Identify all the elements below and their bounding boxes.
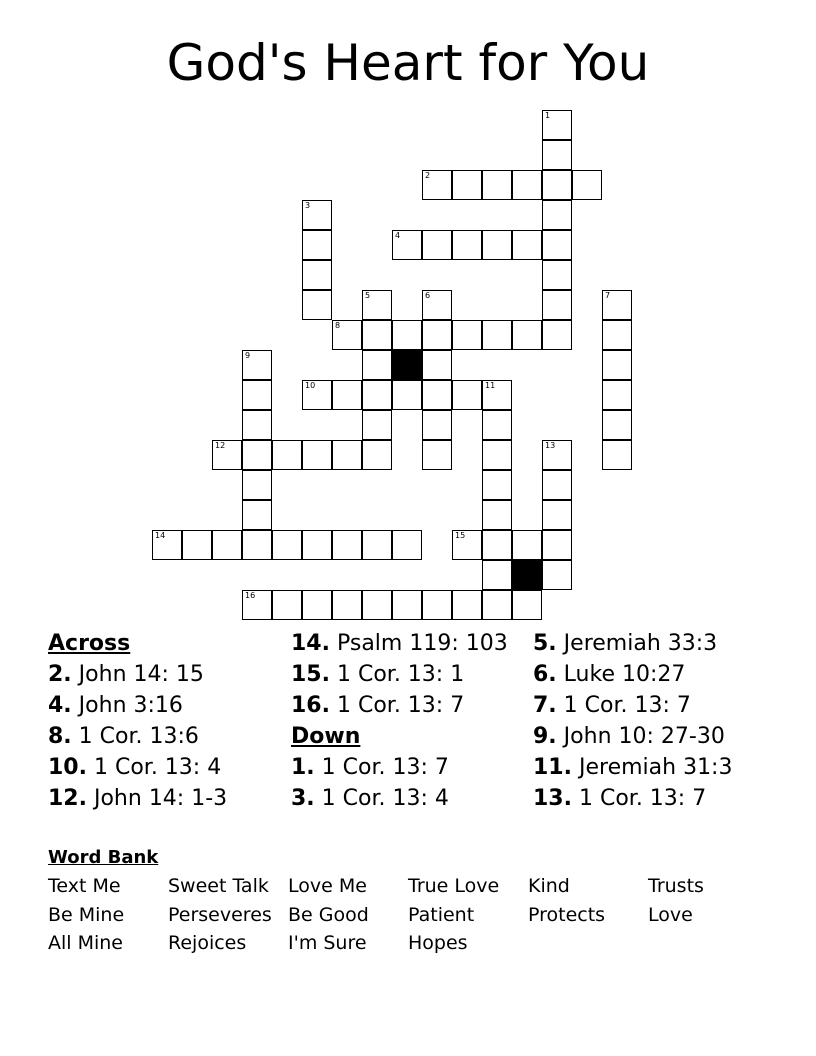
crossword-cell[interactable] <box>482 410 512 440</box>
crossword-cell[interactable] <box>602 350 632 380</box>
crossword-cell[interactable] <box>482 320 512 350</box>
crossword-cell[interactable] <box>602 290 632 320</box>
crossword-cell[interactable] <box>422 230 452 260</box>
crossword-cell[interactable] <box>392 530 422 560</box>
crossword-cell[interactable] <box>302 230 332 260</box>
word-bank-item: Hopes <box>408 932 468 954</box>
clue-across-16: 16. 1 Cor. 13: 7 <box>291 693 465 718</box>
crossword-cell[interactable] <box>392 380 422 410</box>
down-heading: Down <box>291 724 361 749</box>
crossword-cell[interactable] <box>542 230 572 260</box>
clue-down-13: 13. 1 Cor. 13: 7 <box>533 786 707 811</box>
crossword-cell[interactable] <box>542 200 572 230</box>
cell-number: 9 <box>245 351 251 360</box>
crossword-cell[interactable] <box>242 530 272 560</box>
crossword-cell[interactable] <box>272 440 302 470</box>
cell-number: 15 <box>455 531 466 540</box>
clue-down-1: 1. 1 Cor. 13: 7 <box>291 755 449 780</box>
crossword-cell[interactable] <box>482 230 512 260</box>
block-cell <box>392 350 422 380</box>
word-bank-item: All Mine <box>48 932 123 954</box>
word-bank-item: Rejoices <box>168 932 247 954</box>
crossword-cell[interactable] <box>452 320 482 350</box>
cell-number: 5 <box>365 291 371 300</box>
crossword-cell[interactable] <box>332 440 362 470</box>
crossword-cell[interactable] <box>452 170 482 200</box>
clue-across-8: 8. 1 Cor. 13:6 <box>48 724 199 749</box>
word-bank-item: I'm Sure <box>288 932 367 954</box>
crossword-cell[interactable] <box>482 440 512 470</box>
crossword-cell[interactable] <box>392 230 422 260</box>
clue-across-14: 14. Psalm 119: 103 <box>291 631 508 656</box>
across-column <box>48 628 227 814</box>
crossword-cell[interactable] <box>212 440 242 470</box>
word-bank-item: Perseveres <box>168 903 272 926</box>
across-heading: Across <box>48 631 131 656</box>
crossword-cell[interactable] <box>242 500 272 530</box>
crossword-cell[interactable] <box>392 590 422 620</box>
crossword-cell[interactable] <box>512 170 542 200</box>
clue-down-11: 11. Jeremiah 31:3 <box>533 755 733 780</box>
cell-number: 7 <box>605 291 611 300</box>
crossword-cell[interactable] <box>482 590 512 620</box>
crossword-cell[interactable] <box>542 470 572 500</box>
cell-number: 14 <box>155 531 166 540</box>
crossword-cell[interactable] <box>332 590 362 620</box>
crossword-cell[interactable] <box>542 560 572 590</box>
crossword-cell[interactable] <box>512 230 542 260</box>
clue-down-3: 3. 1 Cor. 13: 4 <box>291 786 449 811</box>
crossword-cell[interactable] <box>362 380 392 410</box>
crossword-cell[interactable] <box>542 530 572 560</box>
word-bank-item: Be Good <box>288 903 369 926</box>
crossword-cell[interactable] <box>542 170 572 200</box>
crossword-cell[interactable] <box>482 560 512 590</box>
crossword-cell[interactable] <box>242 380 272 410</box>
clue-across-15: 15. 1 Cor. 13: 1 <box>291 662 465 687</box>
crossword-cell[interactable] <box>242 440 272 470</box>
cell-number: 3 <box>305 201 311 210</box>
word-bank-item: Love Me <box>288 875 367 897</box>
crossword-cell[interactable] <box>212 530 242 560</box>
crossword-cell[interactable] <box>392 320 422 350</box>
crossword-cell[interactable] <box>302 380 332 410</box>
cell-number: 6 <box>425 291 431 300</box>
word-bank-item: Kind <box>528 875 570 897</box>
crossword-cell[interactable] <box>542 440 572 470</box>
word-bank-item: Be Mine <box>48 903 125 926</box>
crossword-cell[interactable] <box>302 260 332 290</box>
crossword-cell[interactable] <box>542 110 572 140</box>
crossword-cell[interactable] <box>362 590 392 620</box>
puzzle-title: God's Heart for You <box>166 34 650 92</box>
crossword-cell[interactable] <box>572 170 602 200</box>
block-cell <box>512 560 542 590</box>
cell-number: 13 <box>545 441 556 450</box>
crossword-cell[interactable] <box>452 530 482 560</box>
crossword-cell[interactable] <box>422 440 452 470</box>
crossword-cell[interactable] <box>242 350 272 380</box>
crossword-cell[interactable] <box>542 320 572 350</box>
clue-across-10: 10. 1 Cor. 13: 4 <box>48 755 222 780</box>
down-column <box>533 628 732 814</box>
crossword-cell[interactable] <box>422 170 452 200</box>
crossword-cell[interactable] <box>452 230 482 260</box>
cell-number: 12 <box>215 441 226 450</box>
cell-number: 11 <box>485 381 496 390</box>
crossword-cell[interactable] <box>332 530 362 560</box>
crossword-cell[interactable] <box>362 410 392 440</box>
crossword-cell[interactable] <box>242 410 272 440</box>
crossword-cell[interactable] <box>272 530 302 560</box>
cell-number: 2 <box>425 171 431 180</box>
crossword-cell[interactable] <box>242 590 272 620</box>
crossword-cell[interactable] <box>302 440 332 470</box>
crossword-cell[interactable] <box>272 590 302 620</box>
word-bank-item: Sweet Talk <box>168 875 269 897</box>
clue-down-9: 9. John 10: 27-30 <box>533 724 725 749</box>
crossword-cell[interactable] <box>602 440 632 470</box>
crossword-cell[interactable] <box>362 440 392 470</box>
cell-number: 8 <box>335 321 341 330</box>
crossword-cell[interactable] <box>512 590 542 620</box>
clue-down-6: 6. Luke 10:27 <box>533 662 686 687</box>
middle-clue-column <box>291 628 508 814</box>
crossword-cell[interactable] <box>332 380 362 410</box>
crossword-cell[interactable] <box>422 350 452 380</box>
crossword-cell[interactable] <box>422 590 452 620</box>
crossword-cell[interactable] <box>482 500 512 530</box>
crossword-cell[interactable] <box>302 530 332 560</box>
crossword-cell[interactable] <box>602 380 632 410</box>
crossword-cell[interactable] <box>512 530 542 560</box>
cell-number: 10 <box>305 381 316 390</box>
word-bank-title: Word Bank <box>48 847 159 868</box>
crossword-cell[interactable] <box>482 170 512 200</box>
clue-across-4: 4. John 3:16 <box>48 693 183 718</box>
crossword-cell[interactable] <box>362 350 392 380</box>
crossword-cell[interactable] <box>542 260 572 290</box>
word-bank-item: Patient <box>408 903 475 926</box>
crossword-cell[interactable] <box>542 290 572 320</box>
crossword-cell[interactable] <box>422 410 452 440</box>
word-bank-item: Text Me <box>48 875 121 897</box>
word-bank <box>48 872 768 958</box>
crossword-cell[interactable] <box>452 380 482 410</box>
word-bank-item: Love <box>648 903 693 926</box>
crossword-cell[interactable] <box>452 590 482 620</box>
clue-down-7: 7. 1 Cor. 13: 7 <box>533 693 691 718</box>
crossword-cell[interactable] <box>152 530 182 560</box>
crossword-cell[interactable] <box>332 320 362 350</box>
crossword-cell[interactable] <box>302 290 332 320</box>
crossword-cell[interactable] <box>482 530 512 560</box>
cell-number: 16 <box>245 591 256 600</box>
crossword-cell[interactable] <box>482 380 512 410</box>
crossword-cell[interactable] <box>512 320 542 350</box>
crossword-cell[interactable] <box>422 290 452 320</box>
cell-number: 1 <box>545 111 551 120</box>
crossword-cell[interactable] <box>362 290 392 320</box>
crossword-cell[interactable] <box>362 530 392 560</box>
crossword-cell[interactable] <box>362 320 392 350</box>
crossword-cell[interactable] <box>302 200 332 230</box>
crossword-cell[interactable] <box>182 530 212 560</box>
crossword-cell[interactable] <box>422 320 452 350</box>
clue-across-2: 2. John 14: 15 <box>48 662 204 687</box>
crossword-cell[interactable] <box>542 500 572 530</box>
crossword-cell[interactable] <box>242 470 272 500</box>
word-bank-item: True Love <box>408 875 500 897</box>
crossword-cell[interactable] <box>542 140 572 170</box>
word-bank-item: Protects <box>528 903 606 926</box>
crossword-cell[interactable] <box>602 320 632 350</box>
word-bank-item: Trusts <box>648 875 704 897</box>
crossword-cell[interactable] <box>422 380 452 410</box>
clue-across-12: 12. John 14: 1-3 <box>48 786 228 811</box>
crossword-cell[interactable] <box>602 410 632 440</box>
crossword-cell[interactable] <box>302 590 332 620</box>
clue-down-5: 5. Jeremiah 33:3 <box>533 631 718 656</box>
cell-number: 4 <box>395 231 401 240</box>
crossword-cell[interactable] <box>482 470 512 500</box>
